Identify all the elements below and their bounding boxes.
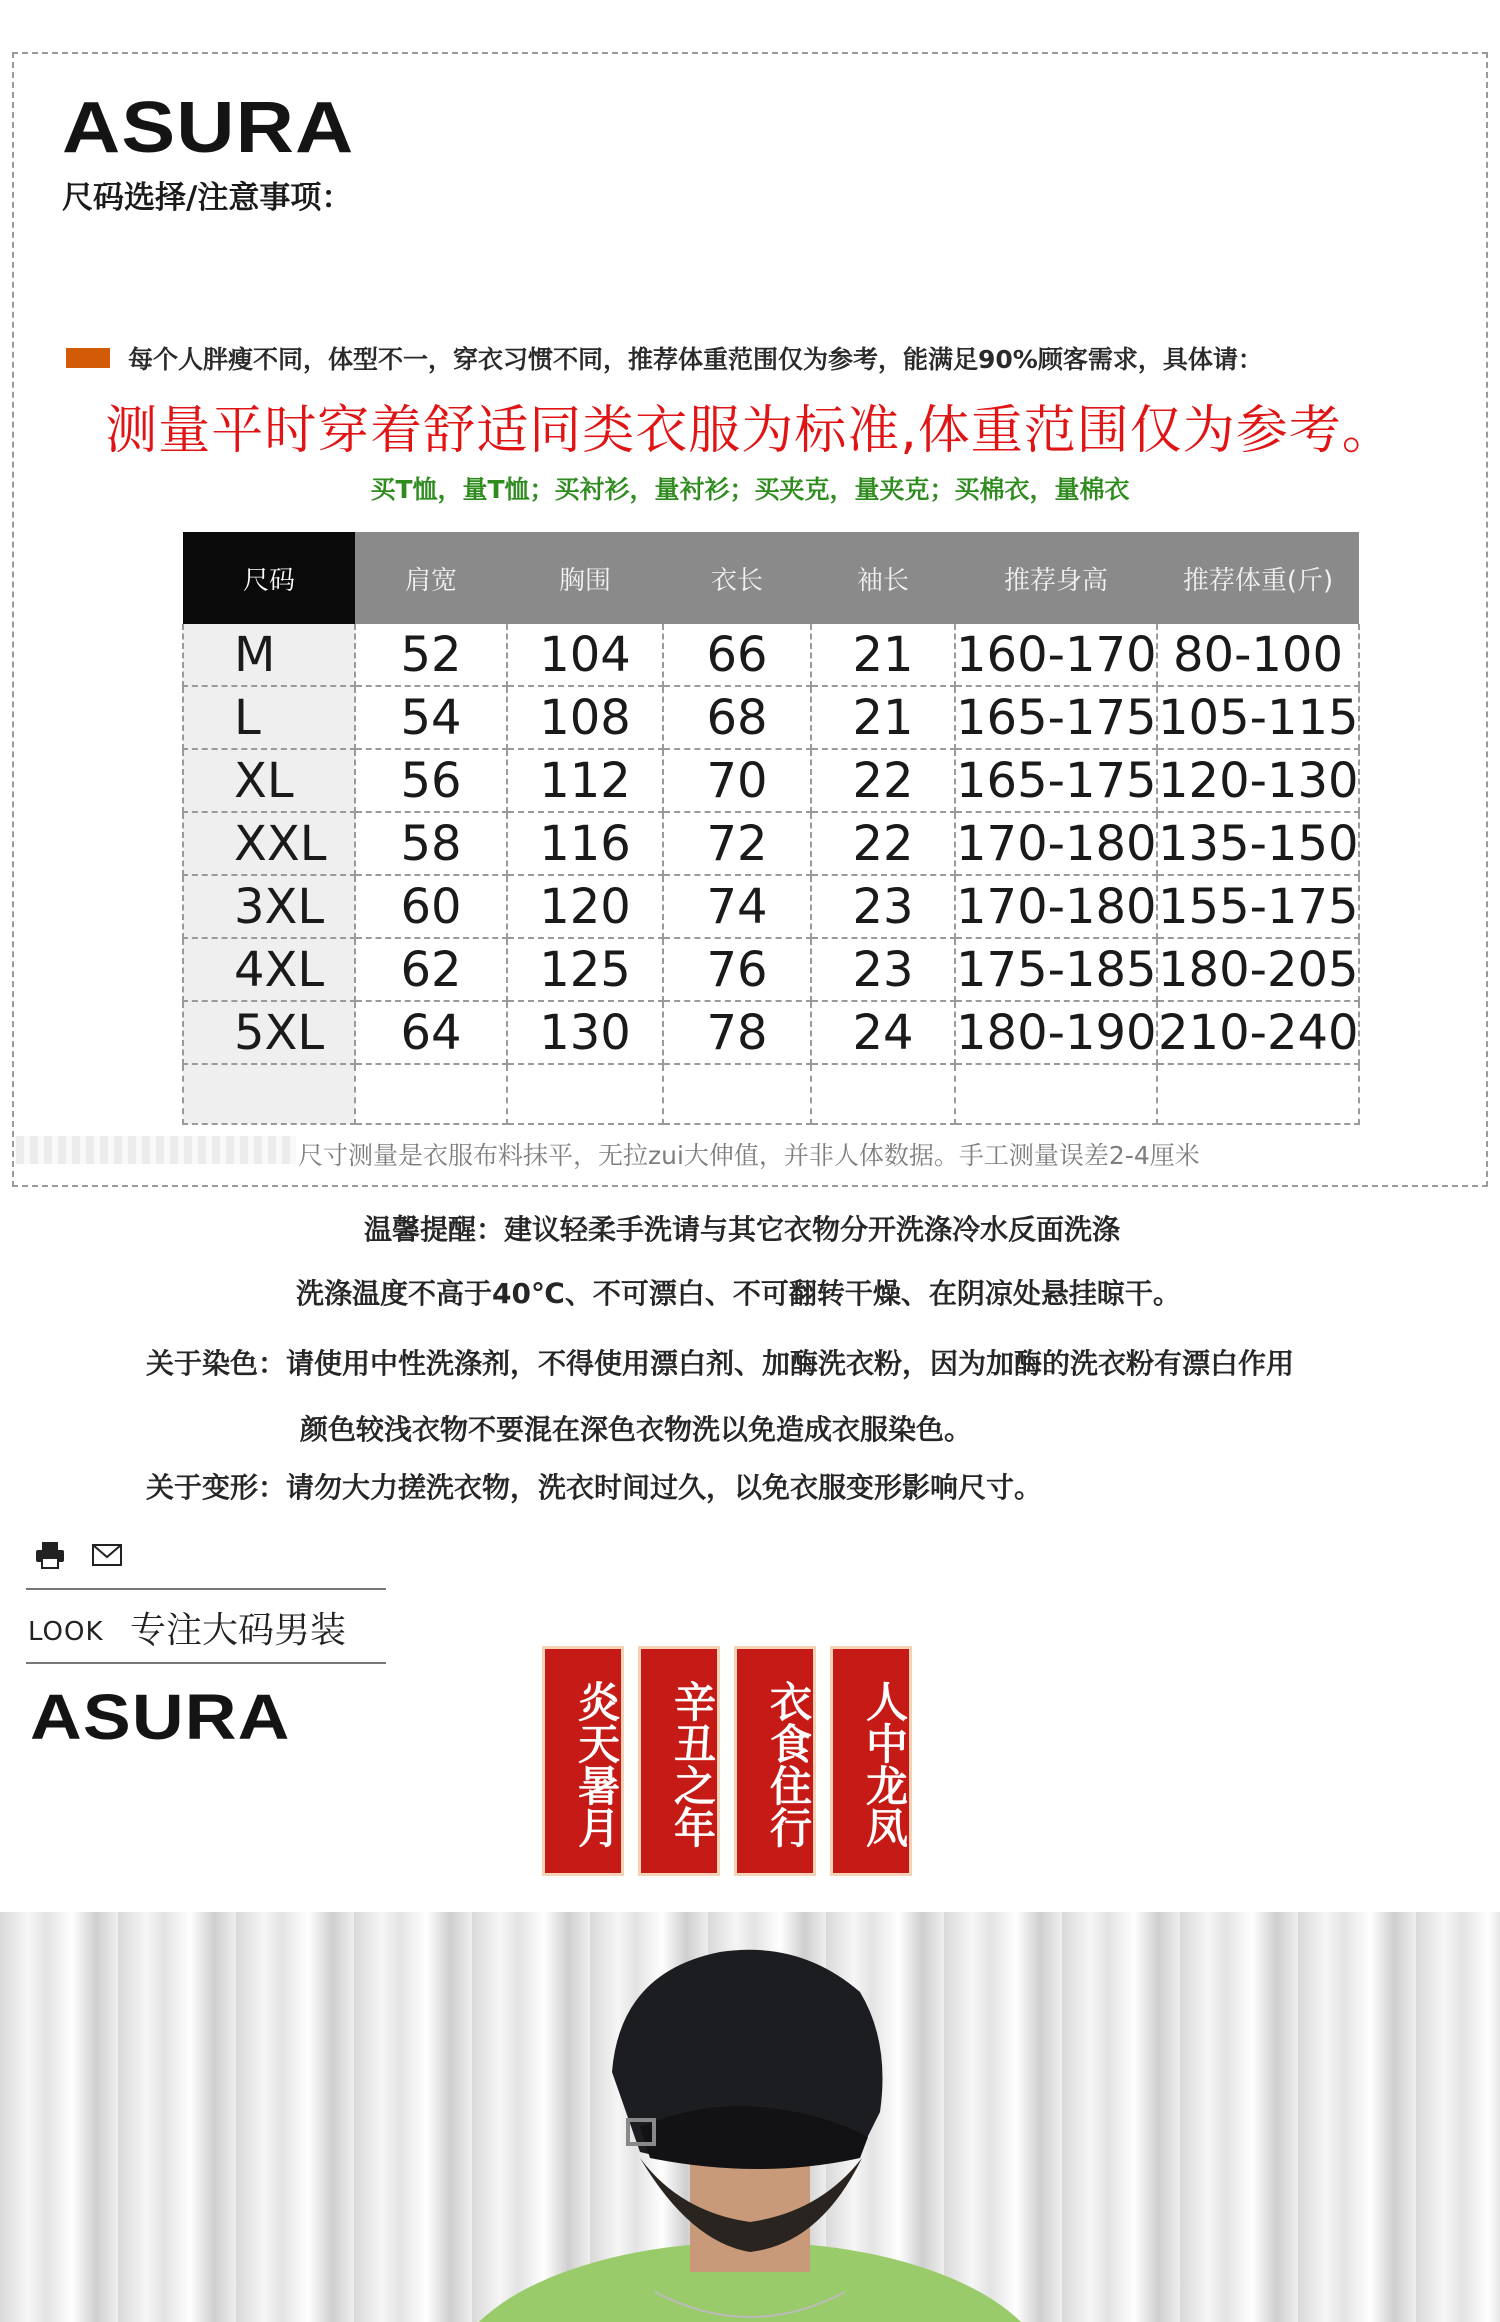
mail-icon[interactable] [92,1540,122,1573]
note-marker [66,348,110,368]
cell-chest: 104 [507,624,663,686]
cell-sleeve: 21 [811,624,955,686]
care-dye: 关于染色：请使用中性洗涤剂，不得使用漂白剂、加酶洗衣粉，因为加酶的洗衣粉有漂白作用 [146,1347,1295,1380]
cell-height: 165-175 [955,686,1157,749]
cell-size: 3XL [183,875,355,938]
cell-size: L [183,686,355,749]
cell-height: 165-175 [955,749,1157,812]
cell-length: 66 [663,624,811,686]
cell-chest: 130 [507,1001,663,1064]
cell-chest: 120 [507,875,663,938]
cell-weight: 135-150 [1157,812,1359,875]
cell-chest: 108 [507,686,663,749]
cell-weight: 180-205 [1157,938,1359,1001]
header-size: 尺码 [183,532,355,624]
table-row [183,1001,1359,1064]
cell-shoulder: 52 [355,624,507,686]
header-shoulder: 肩宽 [355,532,507,624]
cell-sleeve: 23 [811,875,955,938]
cell-sleeve: 21 [811,686,955,749]
cell-weight: 210-240 [1157,1001,1359,1064]
cell-size: XL [183,749,355,812]
look-label-text: LOOK [28,1617,104,1647]
table-row [183,875,1359,938]
header-length: 衣长 [663,532,811,624]
cell-weight: 155-175 [1157,875,1359,938]
cell-sleeve: 22 [811,749,955,812]
table-row [183,812,1359,875]
look-label [28,1614,104,1647]
print-icon[interactable] [34,1540,66,1577]
cell-chest: 125 [507,938,663,1001]
cell-weight: 105-115 [1157,686,1359,749]
look-tagline: 专注大码男装 [130,1610,347,1651]
cell-length: 72 [663,812,811,875]
table-row [183,938,1359,1001]
divider-bottom [26,1662,386,1664]
red-card-text: 人中龙凤 [860,1680,909,1848]
cell-sleeve: 24 [811,1001,955,1064]
cell-sleeve: 23 [811,938,955,1001]
cell-weight: 120-130 [1157,749,1359,812]
cell-length: 78 [663,1001,811,1064]
measure-tip: 买T恤，量T恤；买衬衫，量衬衫；买夹克，量夹克；买棉衣，量棉衣 [370,475,1130,504]
cell-length: 76 [663,938,811,1001]
table-row [183,749,1359,812]
red-card [830,1646,912,1876]
cell-length: 68 [663,686,811,749]
faded-watermark [16,1136,296,1164]
measure-highlight: 测量平时穿着舒适同类衣服为标准,体重范围仅为参考。 [105,401,1395,461]
cell-sleeve: 22 [811,812,955,875]
section-subtitle: 尺码选择/注意事项： [62,180,353,216]
header-height: 推荐身高 [955,532,1157,624]
care-deform: 关于变形：请勿大力搓洗衣物，洗衣时间过久，以免衣服变形影响尺寸。 [146,1471,1043,1504]
fit-note: 每个人胖瘦不同，体型不一，穿衣习惯不同，推荐体重范围仅为参考，能满足90%顾客需求，具体请： [128,345,1263,374]
table-row [183,686,1359,749]
cell-shoulder: 58 [355,812,507,875]
cell-size: XXL [183,812,355,875]
red-card [638,1646,720,1876]
red-card-text: 辛丑之年 [668,1680,717,1848]
brand-logo: ASURA [62,88,355,168]
cell-shoulder: 56 [355,749,507,812]
size-table-header [183,532,1359,624]
table-row-empty [183,1064,1359,1124]
cell-length: 74 [663,875,811,938]
care-temperature: 洗涤温度不高于40℃、不可漂白、不可翻转干燥、在阴凉处悬挂晾干。 [296,1277,1181,1310]
divider-top [26,1588,386,1590]
cell-height: 170-180 [955,812,1157,875]
cell-height: 180-190 [955,1001,1157,1064]
table-row [183,624,1359,686]
red-card [734,1646,816,1876]
cell-chest: 112 [507,749,663,812]
cell-shoulder: 62 [355,938,507,1001]
cell-chest: 116 [507,812,663,875]
cell-height: 175-185 [955,938,1157,1001]
red-card-text: 炎天暑月 [572,1680,621,1848]
cell-height: 160-170 [955,624,1157,686]
brand-logo-secondary: ASURA [30,1681,291,1753]
size-table [182,532,1360,1125]
cell-height: 170-180 [955,875,1157,938]
cell-shoulder: 54 [355,686,507,749]
cell-size: 5XL [183,1001,355,1064]
red-card-text: 衣食住行 [764,1680,813,1848]
model-photo [0,1912,1500,2322]
measure-caption: 尺寸测量是衣服布料抹平，无拉zui大伸值，并非人体数据。手工测量误差2-4厘米 [298,1141,1200,1170]
care-dye-note: 颜色较浅衣物不要混在深色衣物洗以免造成衣服染色。 [300,1413,973,1446]
care-reminder: 温馨提醒：建议轻柔手洗请与其它衣物分开洗涤冷水反面洗涤 [364,1213,1121,1246]
header-sleeve: 袖长 [811,532,955,624]
header-chest: 胸围 [507,532,663,624]
cell-length: 70 [663,749,811,812]
cell-weight: 80-100 [1157,624,1359,686]
cell-shoulder: 64 [355,1001,507,1064]
cell-size: 4XL [183,938,355,1001]
red-card [542,1646,624,1876]
header-weight: 推荐体重(斤) [1157,532,1359,624]
cell-shoulder: 60 [355,875,507,938]
cell-size: M [183,624,355,686]
